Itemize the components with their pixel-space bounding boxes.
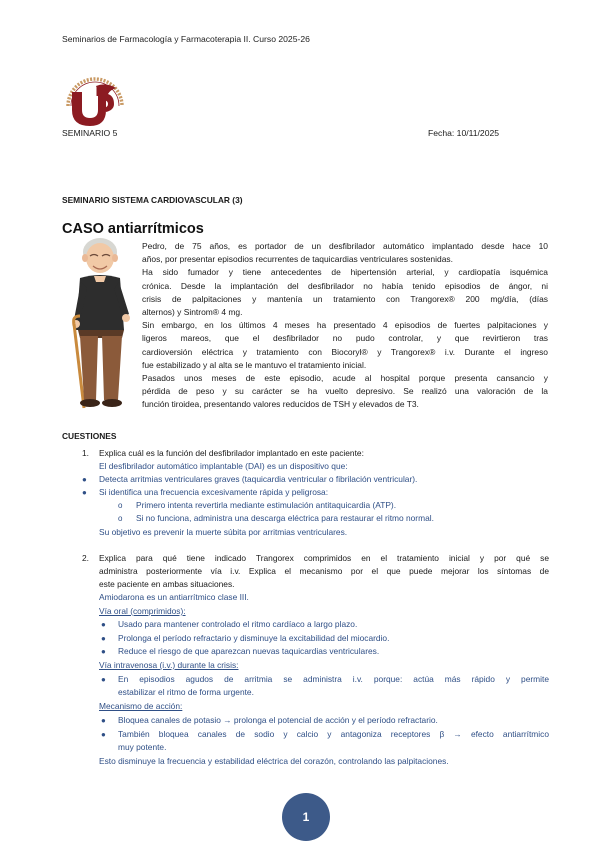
university-logo — [62, 72, 128, 128]
mechanism-item-1: Bloquea canales de potasio → prolonga el potencial de acción y el período refractario. — [118, 715, 438, 725]
oral-item-1: Usado para mantener controlado el ritmo cardíaco a largo plazo. — [118, 619, 358, 629]
answer-1-intro: El desfibrilador automático implantable (DAI) es un dispositivo que: — [99, 461, 348, 471]
sub-bullet-icon: o — [118, 514, 123, 523]
answer-1-sub-1: Primero intenta revertirla mediante estimulación antitaquicardia (ATP). — [136, 500, 397, 510]
oral-heading: Vía oral (comprimidos): — [99, 606, 186, 616]
document-header: Seminarios de Farmacología y Farmacoterapia II. Curso 2025-26 — [62, 34, 310, 44]
elderly-man-illustration — [64, 236, 140, 412]
answer-1-bullet-2: Si identifica una frecuencia excesivamente rápida y peligrosa: — [99, 487, 329, 497]
iv-heading: Vía intravenosa (i.v.) durante la crisis: — [99, 660, 239, 670]
university-seal-icon — [62, 72, 128, 128]
case-line: años, por presentar episodios recurrentes de taquicardias ventriculares sostenidas. — [142, 254, 453, 265]
bullet-icon: ● — [101, 716, 106, 725]
answer-1-closing: Su objetivo es prevenir la muerte súbita por arritmias ventriculares. — [99, 527, 348, 537]
bullet-icon: ● — [82, 488, 87, 497]
case-description — [142, 240, 548, 412]
seminar-number: SEMINARIO 5 — [62, 128, 118, 138]
seminar-subtitle: SEMINARIO SISTEMA CARDIOVASCULAR (3) — [62, 195, 243, 205]
case-line: Pasados unos meses de este episodio, acude al hospital porque presenta cansancio y — [142, 373, 548, 384]
case-line: Pedro, de 75 años, es portador de un desfibrilador automático implantado desde hace 10 — [142, 241, 548, 251]
bullet-icon: ● — [101, 730, 106, 739]
case-line: pérdida de peso y su carácter se ha vuelto depresivo. Se realizó una valoración de la — [142, 386, 548, 397]
bullet-icon: ● — [101, 675, 106, 684]
case-line: Ha sido fumador y tiene antecedentes de hipertensión arterial, y cardiopatía isquémica — [142, 267, 548, 278]
case-line: Sin embargo, en los últimos 4 meses ha presentado 4 episodios de fuertes palpitaciones y — [142, 320, 548, 331]
answer-2-intro: Amiodarona es un antiarrítmico clase III. — [99, 592, 249, 602]
case-line: cardioversión eléctrica y tratamiento con Biocoryl® y Trangorex® i.v. Durante el ingreso — [142, 346, 548, 357]
bullet-icon: ● — [101, 647, 106, 656]
questions-heading: CUESTIONES — [62, 431, 117, 441]
page-number-badge: 1 — [282, 793, 330, 841]
case-line: crónica. Desde la implantación del desfibrilador no había tenido episodios de ángor, ni — [142, 280, 548, 291]
oral-item-2: Prolonga el período refractario y disminuye la excitabilidad del miocardio. — [118, 633, 390, 643]
date-label: Fecha: 10/11/2025 — [428, 128, 500, 138]
elderly-man-icon — [64, 236, 140, 412]
iv-item-line-1: En episodios agudos de arritmia se administra i.v. porque: actúa más rápido y permite — [118, 674, 549, 684]
bullet-icon: ● — [101, 620, 106, 629]
iv-item-line-2: estabilizar el ritmo de forma urgente. — [118, 687, 254, 697]
oral-item-3: Reduce el riesgo de que aparezcan nuevas taquicardias ventriculares. — [118, 646, 380, 656]
question-2-line-3: este paciente en ambas situaciones. — [99, 579, 235, 589]
bullet-icon: ● — [101, 634, 106, 643]
case-line: crisis de palpitaciones y mantenía un tratamiento con Trangorex® 200 mg/día, (días — [142, 293, 548, 304]
question-2-line-2: administra posteriormente vía i.v. Explica el mecanismo por el que puede mejorar los síntomas de — [99, 566, 549, 576]
answer-2-closing: Esto disminuye la frecuencia y estabilidad eléctrica del corazón, controlando las palpitaciones. — [99, 756, 449, 766]
question-2-number: 2. — [82, 553, 89, 563]
case-line: fue estabilizado y al alta se le mantuvo el tratamiento inicial. — [142, 359, 367, 370]
mechanism-item-2-line-2: muy potente. — [118, 742, 167, 752]
case-line: alternos) y Sintrom® 4 mg. — [142, 307, 243, 318]
question-1-text: Explica cuál es la función del desfibrilador implantado en este paciente: — [99, 448, 364, 458]
case-title: CASO antiarrítmicos — [62, 221, 204, 237]
answer-1-bullet-1: Detecta arritmias ventriculares graves (taquicardia ventricular o fibrilación ventricular). — [99, 474, 418, 484]
question-1-number: 1. — [82, 448, 89, 458]
question-2-line-1: Explica para qué tiene indicado Trangorex comprimidos en el tratamiento inicial y por qué se — [99, 553, 549, 563]
bullet-icon: ● — [82, 475, 87, 484]
mechanism-item-2-line-1: También bloquea canales de sodio y calcio y antagoniza receptores β → efecto antiarrítmico — [118, 729, 549, 739]
case-line: ligeros mareos, que el desfibrilador no pudo controlar, y que revirtieron tras — [142, 333, 548, 344]
mechanism-heading: Mecanismo de acción: — [99, 701, 183, 711]
case-line: función tiroidea, presentando valores reducidos de TSH y elevados de T3. — [142, 399, 419, 410]
sub-bullet-icon: o — [118, 501, 123, 510]
answer-1-sub-2: Si no funciona, administra una descarga eléctrica para restaurar el ritmo normal. — [136, 513, 434, 523]
